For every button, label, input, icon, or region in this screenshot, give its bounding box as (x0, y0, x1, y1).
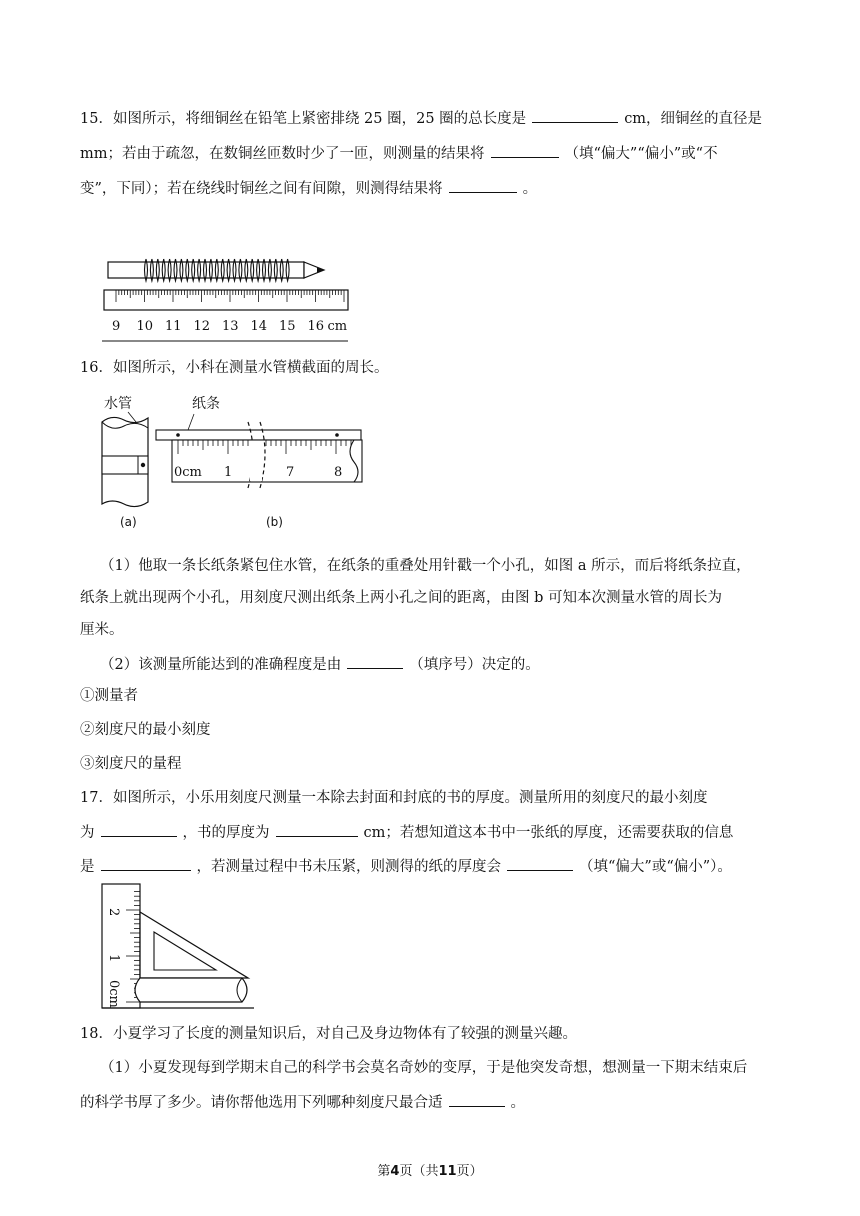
ruler-label: 15 (279, 319, 296, 334)
ruler-label-8: 8 (334, 465, 343, 480)
q15-line-2: mm；若由于疏忽，在数铜丝匝数时少了一匝，则测量的结果将 （填“偏大”“偏小”或“不 (80, 143, 718, 164)
page-number: 4 (390, 1164, 400, 1179)
answer-blank-min-division[interactable] (101, 822, 177, 837)
answer-blank-missed-turn[interactable] (491, 143, 559, 158)
ruler-label: 10 (136, 319, 154, 334)
page-footer: 第4页（共11页） (377, 1164, 483, 1179)
q15-line-1: 15．如图所示，将细铜丝在铅笔上紧密排绕 25 圈，25 圈的总长度是 cm，细铜丝的直径是 (80, 108, 762, 129)
ruler-label: cm (327, 319, 348, 334)
q16-option-3: ③刻度尺的量程 (80, 756, 182, 772)
q18-line-1: 18．小夏学习了长度的测量知识后，对自己及身边物体有了较强的测量兴趣。 (80, 1026, 577, 1042)
caption-a: (a) (120, 515, 137, 529)
answer-blank-ruler-choice[interactable] (449, 1092, 505, 1107)
ruler-label-0cm: 0cm (106, 980, 121, 1008)
caption-b: (b) (266, 515, 283, 529)
q17-line-1: 17．如图所示，小乐用刻度尺测量一本除去封面和封底的书的厚度。测量所用的刻度尺的最小刻度 (80, 790, 708, 806)
q16-title: 16．如图所示，小科在测量水管横截面的周长。 (80, 360, 389, 376)
ruler-label-0cm: 0cm (174, 465, 202, 480)
figure-book-thickness (98, 882, 256, 1012)
answer-blank-info-needed[interactable] (101, 856, 191, 871)
ruler-label-2: 2 (106, 908, 121, 917)
ruler-label: 13 (222, 319, 239, 334)
answer-blank-book-thickness[interactable] (276, 822, 358, 837)
ruler-label-7: 7 (286, 465, 295, 480)
q15-line-3: 变”，下同）；若在绕线时铜丝之间有间隙，则测得结果将 。 (80, 178, 537, 199)
ruler-label: 9 (112, 319, 121, 334)
q16-para-4: （2）该测量所能达到的准确程度是由 （填序号）决定的。 (100, 654, 540, 675)
q18-line-3: 的科学书厚了多少。请你帮他选用下列哪种刻度尺最合适 。 (80, 1092, 525, 1113)
q17-line-3: 是 ，若测量过程中书未压紧，则测得的纸的厚度会 （填“偏大”或“偏小”）。 (80, 856, 732, 877)
page-total: 11 (438, 1164, 457, 1179)
figure-pipe-circumference (98, 392, 366, 532)
answer-blank-accuracy[interactable] (347, 654, 403, 669)
q16-option-2: ②刻度尺的最小刻度 (80, 722, 211, 738)
ruler-label: 11 (165, 319, 182, 334)
ruler-label-1: 1 (106, 954, 121, 963)
q16-para-2: 纸条上就出现两个小孔，用刻度尺测出纸条上两小孔之间的距离，由图 b 可知本次测量水管的周长为 (80, 590, 722, 606)
q16-option-1: ①测量者 (80, 688, 138, 704)
pipe-label: 水管 (104, 396, 132, 412)
figure-copper-wire-on-pencil (102, 240, 352, 344)
answer-blank-total-length[interactable] (532, 108, 618, 123)
answer-blank-page-thickness[interactable] (507, 856, 573, 871)
answer-blank-gaps[interactable] (449, 178, 517, 193)
ruler-label: 12 (193, 319, 211, 334)
q16-para-1: （1）他取一条长纸条紧包住水管，在纸条的重叠处用针戳一个小孔，如图 a 所示，而后将纸条拉直， (100, 558, 751, 574)
ruler-label: 14 (250, 319, 268, 334)
q16-para-3: 厘米。 (80, 622, 124, 638)
q17-line-2: 为 ，书的厚度为 cm；若想知道这本书中一张纸的厚度，还需要获取的信息 (80, 822, 733, 843)
q18-line-2: （1）小夏发现每到学期末自己的科学书会莫名奇妙的变厚，于是他突发奇想，想测量一下期末结束后 (100, 1060, 748, 1076)
ruler-label-1: 1 (224, 465, 233, 480)
strip-label: 纸条 (192, 396, 220, 412)
ruler-label: 16 (307, 319, 325, 334)
